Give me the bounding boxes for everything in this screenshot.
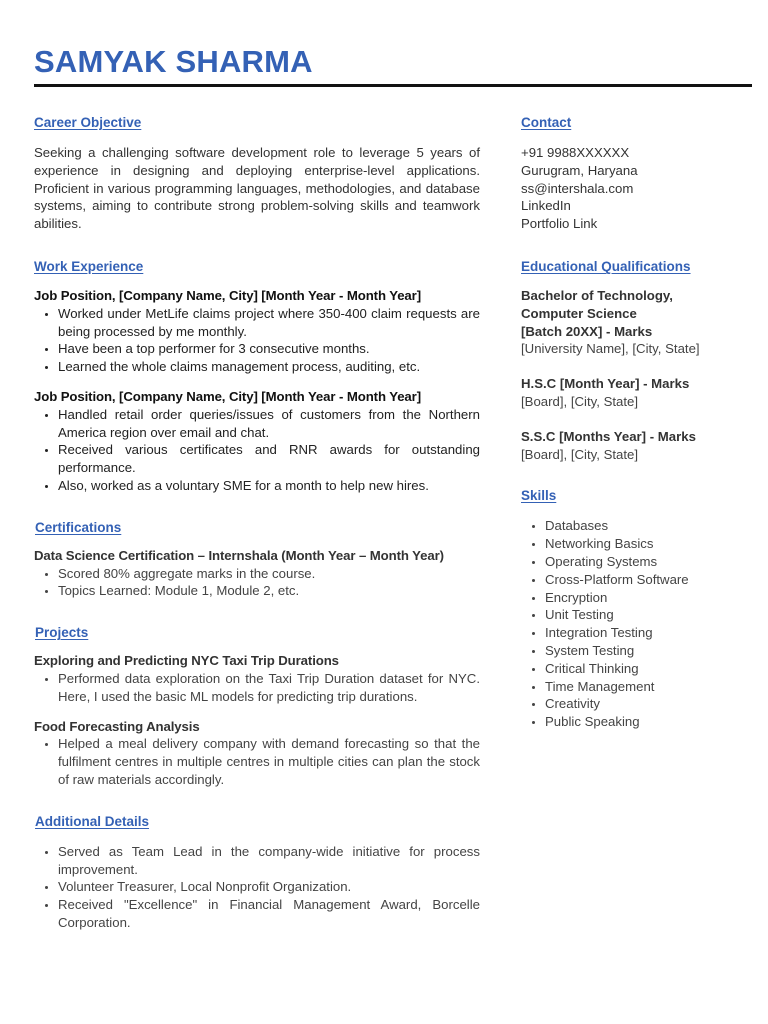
list-item: • Helped a meal delivery company with demand forecasting so that the fulfilment centres in multiple centres in multiple cities can plan the stock of raw materials accordingly. [58, 735, 480, 788]
skill-item: • Cross-Platform Software [545, 571, 751, 589]
career-objective-section [34, 114, 480, 233]
contact-linkedin[interactable]: LinkedIn [521, 198, 571, 214]
list-item: • Received "Excellence" in Financial Management Award, Borcelle Corporation. [58, 896, 480, 932]
degree-title: Bachelor of Technology, [521, 287, 673, 303]
additional-bullets [34, 843, 480, 932]
skill-item: • Unit Testing [545, 606, 751, 624]
side-column [521, 114, 751, 731]
list-item: • Scored 80% aggregate marks in the course. [58, 565, 480, 583]
list-item: • Handled retail order queries/issues of customers from the Northern America region over email and chat. [58, 406, 480, 442]
project-bullets [34, 670, 480, 706]
certification-bullets [34, 565, 480, 601]
contact-phone: +91 9988XXXXXX [521, 145, 630, 160]
ssc-entry [521, 428, 751, 464]
skills-list [521, 517, 751, 731]
list-item: • Received various certificates and RNR awards for outstanding performance. [58, 441, 480, 477]
certifications-heading: Certifications [35, 519, 122, 535]
contact-portfolio[interactable]: Portfolio Link [521, 216, 598, 232]
candidate-name: SAMYAK SHARMA [34, 44, 313, 79]
job-entry [34, 388, 480, 495]
skill-item: • Critical Thinking [545, 660, 751, 678]
list-item: • Learned the whole claims management process, auditing, etc. [58, 358, 480, 376]
job-title: Job Position, [Company Name, City] [Month Year - Month Year] [34, 388, 421, 404]
skill-item: • Networking Basics [545, 535, 751, 553]
certifications-section [34, 519, 480, 600]
skill-item: • Time Management [545, 678, 751, 696]
skill-item: • Encryption [545, 589, 751, 607]
list-item: • Volunteer Treasurer, Local Nonprofit Organization. [58, 878, 480, 896]
hsc-board: [Board], [City, State] [521, 393, 639, 409]
project-title: Exploring and Predicting NYC Taxi Trip Durations [34, 653, 339, 669]
projects-heading: Projects [35, 625, 89, 641]
job-title: Job Position, [Company Name, City] [Month Year - Month Year] [34, 287, 421, 303]
degree-major: Computer Science [521, 305, 637, 321]
work-experience-heading: Work Experience [34, 258, 144, 274]
additional-details-section [34, 813, 480, 932]
contact-location: Gurugram, Haryana [521, 162, 638, 178]
skill-item: • System Testing [545, 642, 751, 660]
certification-title: Data Science Certification – Internshala (Month Year – Month Year) [34, 547, 444, 563]
skills-heading: Skills [521, 488, 557, 504]
job-bullets [34, 305, 480, 376]
skill-item: • Operating Systems [545, 553, 751, 571]
list-item: • Served as Team Lead in the company-wide initiative for process improvement. [58, 843, 480, 879]
degree-batch: [Batch 20XX] - Marks [521, 323, 653, 339]
ssc-title: S.S.C [Months Year] - Marks [521, 428, 696, 444]
career-objective-heading: Career Objective [34, 115, 142, 130]
skill-item: • Databases [545, 517, 751, 535]
work-experience-section [34, 258, 480, 495]
job-entry [34, 287, 480, 376]
list-item: • Performed data exploration on the Taxi Trip Duration dataset for NYC. Here, I used the basic ML models for predicting trip durations. [58, 670, 480, 706]
main-column [34, 114, 480, 932]
education-section [521, 258, 751, 463]
degree-institution: [University Name], [City, State] [521, 341, 700, 357]
job-bullets [34, 406, 480, 495]
list-item: • Topics Learned: Module 1, Module 2, etc. [58, 582, 480, 600]
contact-heading: Contact [521, 115, 572, 130]
header-divider [34, 84, 752, 87]
ssc-board: [Board], [City, State] [521, 446, 639, 462]
career-objective-text: Seeking a challenging software development role to leverage 5 years of experience in designing and deploying enterprise-level applications. Proficient in various programming languages, methodologies, and database systems, aiming to contribute strong problem-solving skills and teamwork abilities. [34, 145, 480, 232]
contact-lines [521, 144, 751, 233]
project-title: Food Forecasting Analysis [34, 718, 200, 734]
hsc-title: H.S.C [Month Year] - Marks [521, 376, 690, 392]
skill-item: • Creativity [545, 695, 751, 713]
list-item: • Also, worked as a voluntary SME for a month to help new hires. [58, 477, 480, 495]
project-bullets [34, 735, 480, 788]
skill-item: • Public Speaking [545, 713, 751, 731]
project-entry [34, 652, 480, 705]
contact-email[interactable]: ss@intershala.com [521, 180, 634, 196]
contact-section [521, 114, 751, 233]
list-item: • Have been a top performer for 3 consecutive months. [58, 340, 480, 358]
hsc-entry [521, 375, 751, 411]
additional-details-heading: Additional Details [35, 813, 150, 829]
list-item: • Worked under MetLife claims project where 350-400 claim requests are being processed by me monthly. [58, 305, 480, 341]
projects-section [34, 624, 480, 789]
education-heading: Educational Qualifications [521, 258, 691, 274]
degree-entry [521, 287, 751, 358]
project-entry [34, 718, 480, 789]
skill-item: • Integration Testing [545, 624, 751, 642]
skills-section [521, 487, 751, 731]
